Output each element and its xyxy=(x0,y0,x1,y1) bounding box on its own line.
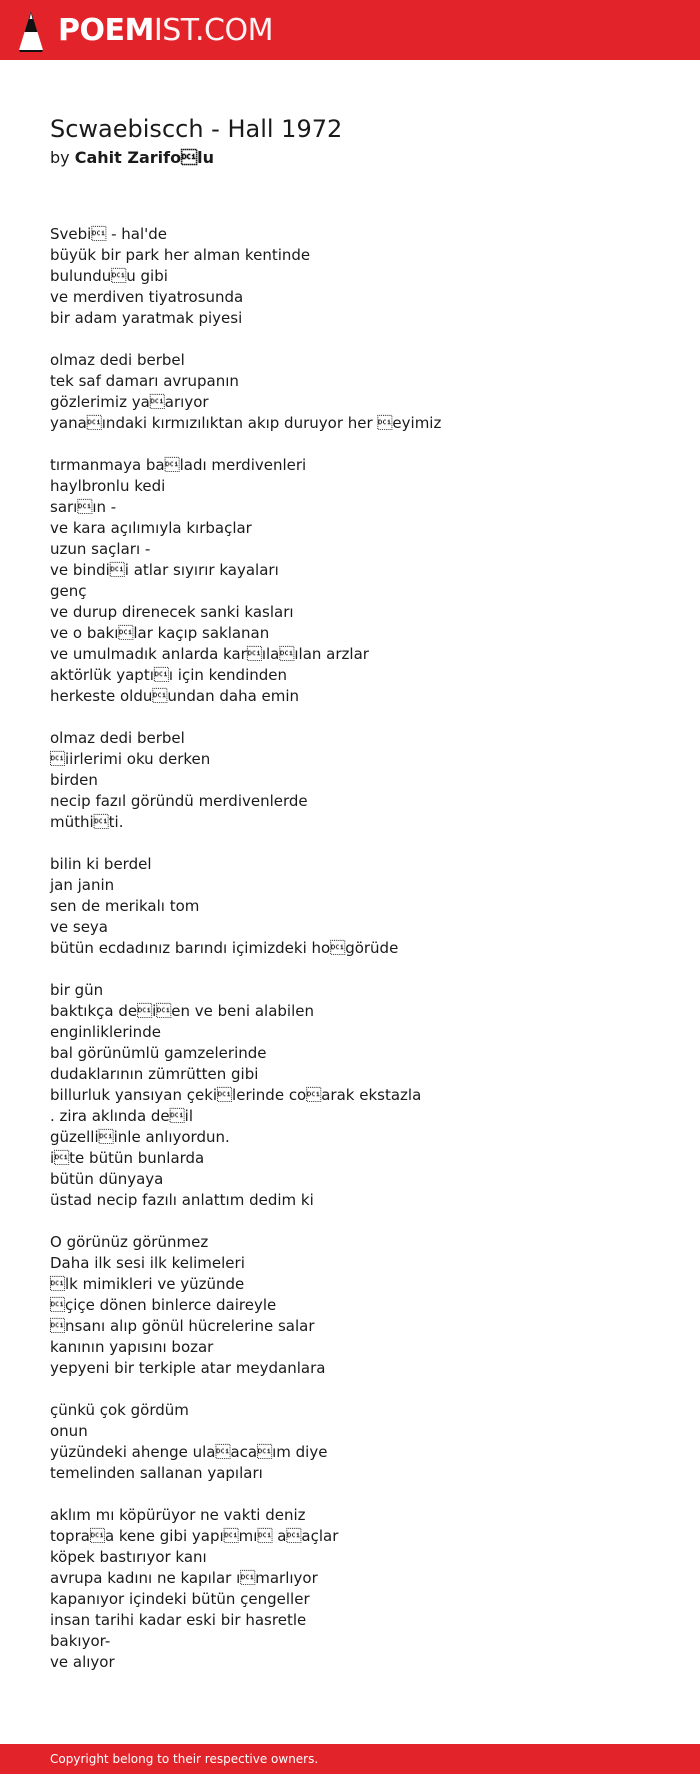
poem-line: üstad necip fazılı anlattım dedim ki xyxy=(50,1191,314,1209)
poem-line: sen de merikalı tom xyxy=(50,897,200,915)
poem-line: bir adam yaratmak piyesi xyxy=(50,309,243,327)
poem-line: ve merdiven tiyatrosunda xyxy=(50,288,244,306)
poem-line: jan janin xyxy=(50,876,115,894)
poem-line: bir gün xyxy=(50,981,104,999)
poem-line: yepyeni bir terkiple atar meydanlara xyxy=(50,1359,326,1377)
poem-line: avrupa kadını ne kapılar ımarlıyor xyxy=(50,1569,318,1587)
poem-line: aktörlük yaptıı için kendinden xyxy=(50,666,288,684)
poem-stanza xyxy=(50,854,650,959)
site-footer xyxy=(0,1744,700,1774)
poem-line: sarıın - xyxy=(50,498,117,516)
poem-line: bilin ki berdel xyxy=(50,855,152,873)
poem-line: lk mimikleri ve yüzünde xyxy=(50,1275,245,1293)
poem-line: temelinden sallanan yapıları xyxy=(50,1464,263,1482)
poem-content xyxy=(50,112,650,1694)
poem-line: tek saf damarı avrupanın xyxy=(50,372,239,390)
poem-line: müthiti. xyxy=(50,813,124,831)
logo-wordmark-light: IST.COM xyxy=(153,13,273,48)
poem-line: ve durup direnecek sanki kasları xyxy=(50,603,294,621)
poem-line: topraa kene gibi yapımı aaçlar xyxy=(50,1527,339,1545)
poem-line: herkeste olduundan daha emin xyxy=(50,687,300,705)
poem-line: yanaındaki kırmızılıktan akıp duruyor her eyimiz xyxy=(50,414,442,432)
poem-line: haylbronlu kedi xyxy=(50,477,166,495)
poem-stanza xyxy=(50,980,650,1211)
poem-line: enginliklerinde xyxy=(50,1023,161,1041)
poem-stanza xyxy=(50,224,650,329)
poem-stanza xyxy=(50,1232,650,1379)
poem-line: bulunduu gibi xyxy=(50,267,168,285)
poem-line: . zira aklında deil xyxy=(50,1107,193,1125)
poem-line: ve seya xyxy=(50,918,108,936)
copyright-notice: Copyright belong to their respective owners. xyxy=(50,1752,319,1766)
logo-wordmark xyxy=(58,10,273,52)
pen-nib-icon xyxy=(18,10,44,52)
poem-author[interactable]: Cahit Zarifolu xyxy=(74,148,214,167)
poem-line: ve bindii atlar sıyırır kayaları xyxy=(50,561,279,579)
poem-line: köpek bastırıyor kanı xyxy=(50,1548,207,1566)
poem-line: baktıkça deien ve beni alabilen xyxy=(50,1002,314,1020)
poem-line: ve kara açılımıyla kırbaçlar xyxy=(50,519,252,537)
poem-line: çiçe dönen binlerce daireyle xyxy=(50,1296,277,1314)
poem-line: bakıyor- xyxy=(50,1632,111,1650)
poem-line: güzelliinle anlıyordun. xyxy=(50,1128,230,1146)
poem-stanza xyxy=(50,728,650,833)
poem-line: yüzündeki ahenge ulaacaım diye xyxy=(50,1443,328,1461)
poem-line: uzun saçları - xyxy=(50,540,151,558)
poem-line: bütün ecdadınız barındı içimizdeki hogörüde xyxy=(50,939,399,957)
poem-line: aklım mı köpürüyor ne vakti deniz xyxy=(50,1506,306,1524)
poem-stanza xyxy=(50,455,650,707)
poem-line: gözlerimiz yaarıyor xyxy=(50,393,209,411)
poem-line: ve alıyor xyxy=(50,1653,115,1671)
poem-line: genç xyxy=(50,582,87,600)
poem-line: Svebi - hal'de xyxy=(50,225,168,243)
site-logo[interactable] xyxy=(18,10,273,52)
poem-body xyxy=(50,224,650,1673)
poem-stanza xyxy=(50,1400,650,1484)
poem-line: birden xyxy=(50,771,98,789)
poem-line: onun xyxy=(50,1422,88,1440)
poem-line: ite bütün bunlarda xyxy=(50,1149,205,1167)
poem-line: iirlerimi oku derken xyxy=(50,750,211,768)
poem-stanza xyxy=(50,350,650,434)
poem-line: ve umulmadık anlarda karılaılan arzlar xyxy=(50,645,369,663)
poem-title: Scwaebiscch - Hall 1972 xyxy=(50,115,343,143)
poem-line: kanının yapısını bozar xyxy=(50,1338,214,1356)
poem-line: olmaz dedi berbel xyxy=(50,351,185,369)
poem-line: tırmanmaya baladı merdivenleri xyxy=(50,456,307,474)
poem-line: Daha ilk sesi ilk kelimeleri xyxy=(50,1254,245,1272)
poem-line: bal görünümlü gamzelerinde xyxy=(50,1044,267,1062)
poem-line: necip fazıl göründü merdivenlerde xyxy=(50,792,308,810)
poem-line: bütün dünyaya xyxy=(50,1170,164,1188)
poem-line: çünkü çok gördüm xyxy=(50,1401,189,1419)
poem-line: kapanıyor içindeki bütün çengeller xyxy=(50,1590,310,1608)
poem-line: nsanı alıp gönül hücrelerine salar xyxy=(50,1317,315,1335)
poem-line: büyük bir park her alman kentinde xyxy=(50,246,311,264)
poem-line: olmaz dedi berbel xyxy=(50,729,185,747)
byline-prefix: by xyxy=(50,148,70,167)
poem-line: billurluk yansıyan çekilerinde coarak ekstazla xyxy=(50,1086,422,1104)
poem-line: dudaklarının zümrütten gibi xyxy=(50,1065,259,1083)
poem-byline xyxy=(50,146,650,170)
site-header xyxy=(0,0,700,60)
poem-line: insan tarihi kadar eski bir hasretle xyxy=(50,1611,307,1629)
logo-wordmark-bold: POEM xyxy=(58,13,154,48)
poem-stanza xyxy=(50,1505,650,1673)
poem-line: ve o bakılar kaçıp saklanan xyxy=(50,624,270,642)
poem-line: O görünüz görünmez xyxy=(50,1233,209,1251)
